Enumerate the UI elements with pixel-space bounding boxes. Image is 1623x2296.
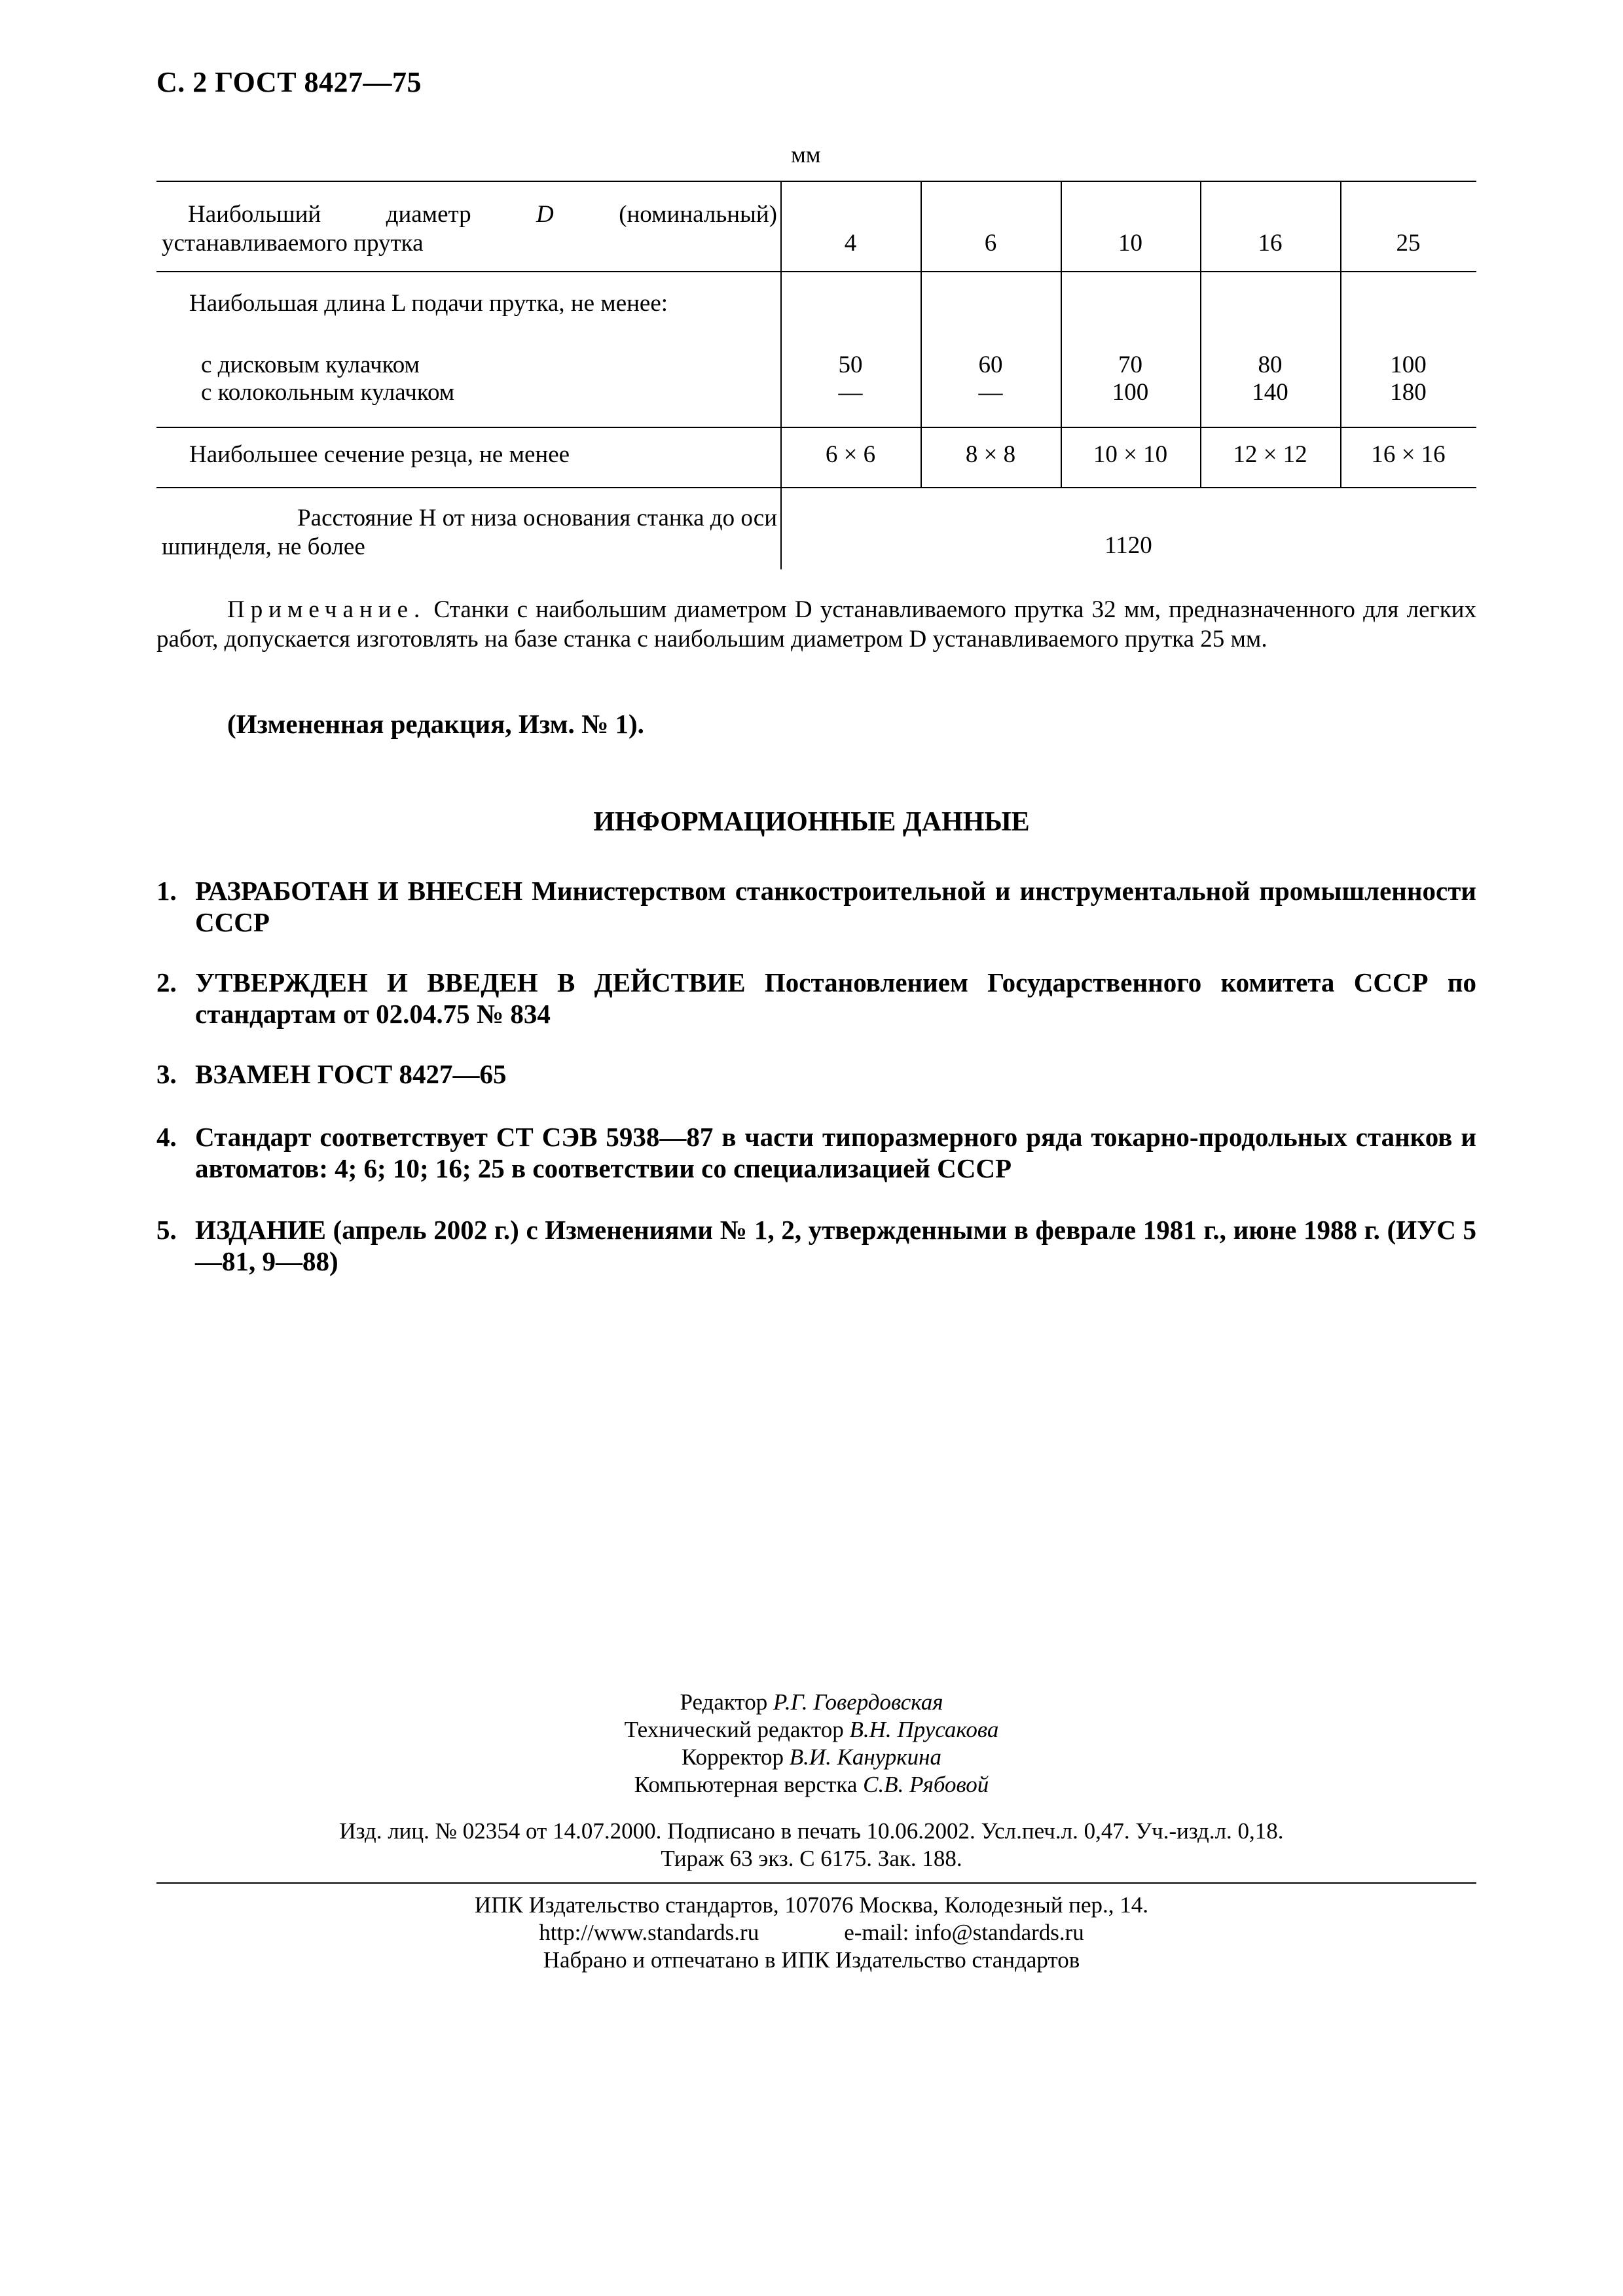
note-prefix: Примечание. — [227, 596, 426, 623]
diameter-label-word: диаметр — [386, 201, 471, 228]
imprint-block — [0, 1818, 1623, 1873]
table-rule — [156, 427, 1476, 428]
info-item-text: Стандарт соответствует СТ СЭВ 5938—87 в части типоразмерного ряда токарно-продольных станков и автоматов: 4; 6; 10; 16; 25 в соответствии со специализацией СССР — [195, 1122, 1476, 1183]
publisher-contacts — [0, 1919, 1623, 1946]
disc-value: 50 — [838, 351, 863, 378]
section-label: Наибольшее сечение резца, не менее — [189, 441, 570, 468]
bell-value: 100 — [1112, 379, 1149, 406]
info-item-number: 1. — [156, 876, 177, 906]
info-item-text: ИЗДАНИЕ (апрель 2002 г.) с Изменениями № 1, 2, утвержденными в феврале 1981 г., июне 1988 г. (ИУС 5—81, 9—88) — [195, 1215, 1476, 1276]
diameter-label-line2: устанавливаемого прутка — [162, 230, 424, 257]
amendment-note: (Измененная редакция, Изм. № 1). — [227, 709, 644, 739]
bell-value: — — [978, 379, 1003, 406]
section-value: 12 × 12 — [1233, 441, 1307, 468]
distance-label — [162, 504, 777, 562]
info-item-text: ВЗАМЕН ГОСТ 8427—65 — [195, 1059, 507, 1089]
info-item-number: 3. — [156, 1059, 177, 1089]
credit-line — [0, 1689, 1623, 1716]
diameter-label — [162, 200, 777, 259]
credit-name: В.Н. Прусакова — [849, 1717, 999, 1742]
disc-value: 70 — [1118, 351, 1142, 378]
credit-name: В.И. Кануркина — [789, 1744, 942, 1770]
info-item-number: 4. — [156, 1122, 177, 1152]
table-rule — [156, 181, 1476, 182]
bell-value: — — [838, 379, 863, 406]
distance-value: 1120 — [1104, 532, 1152, 559]
info-item — [156, 1059, 1476, 1090]
footer-rule — [156, 1882, 1476, 1884]
credit-line — [0, 1716, 1623, 1744]
table-rule — [156, 487, 1476, 488]
diameter-value: 25 — [1396, 230, 1421, 257]
diameter-value: 10 — [1118, 230, 1142, 257]
imprint-line: Тираж 63 экз. С 6175. Зак. 188. — [661, 1846, 962, 1871]
distance-label-line1: Расстояние H от низа основания станка до оси — [297, 505, 777, 531]
diameter-label-word: Наибольший — [188, 201, 321, 228]
info-item — [156, 876, 1476, 939]
credit-line — [0, 1771, 1623, 1799]
feed-label — [189, 289, 778, 318]
info-item-text: РАЗРАБОТАН И ВНЕСЕН Министерством станкостроительной и инструментальной промышленности СССР — [195, 876, 1476, 937]
feed-label-text: Наибольшая длина L подачи прутка, не менее: — [189, 290, 668, 317]
info-item-text: УТВЕРЖДЕН И ВВЕДЕН В ДЕЙСТВИЕ Постановлением Государственного комитета СССР по стандартам от 02.04.75 № 834 — [195, 967, 1476, 1029]
info-item — [156, 1215, 1476, 1278]
info-item-number: 5. — [156, 1215, 177, 1245]
credits-block — [0, 1689, 1623, 1799]
diameter-symbol: D — [536, 201, 554, 228]
publisher-address: ИПК Издательство стандартов, 107076 Москва, Колодезный пер., 14. — [474, 1892, 1149, 1918]
section-value: 6 × 6 — [825, 441, 876, 468]
specs-table — [156, 181, 1476, 569]
page-header: С. 2 ГОСТ 8427—75 — [156, 66, 422, 98]
credit-name: С.В. Рябовой — [863, 1772, 989, 1797]
publisher-print-note: Набрано и отпечатано в ИПК Издательство стандартов — [543, 1947, 1080, 1973]
note-text: Станки с наибольшим диаметром D устанавливаемого прутка 32 мм, предназначенного для легких работ, допускается изготовлять на базе станка с наибольшим диаметром D устанавливаемого прутка 25 мм. — [156, 596, 1476, 653]
diameter-value: 6 — [984, 230, 997, 257]
diameter-value: 4 — [844, 230, 857, 257]
credit-role: Компьютерная верстка — [634, 1772, 858, 1797]
info-item — [156, 1122, 1476, 1185]
disc-value: 60 — [978, 351, 1003, 378]
bell-value: 140 — [1252, 379, 1288, 406]
info-item-number: 2. — [156, 967, 177, 997]
imprint-line: Изд. лиц. № 02354 от 14.07.2000. Подписано в печать 10.06.2002. Усл.печ.л. 0,47. Уч.-изд.л. 0,18. — [339, 1818, 1284, 1844]
table-rule — [156, 271, 1476, 272]
section-value: 8 × 8 — [965, 441, 1016, 468]
credit-role: Технический редактор — [624, 1717, 844, 1742]
credit-role: Корректор — [681, 1744, 784, 1770]
credit-role: Редактор — [680, 1689, 768, 1715]
section-value: 10 × 10 — [1093, 441, 1168, 468]
publisher-url[interactable]: http://www.standards.ru — [539, 1920, 759, 1945]
units-label: мм — [791, 141, 821, 168]
info-item — [156, 967, 1476, 1030]
disc-value: 80 — [1258, 351, 1283, 378]
diameter-label-word: (номинальный) — [619, 201, 777, 228]
bell-label: с колокольным кулачком — [201, 379, 455, 406]
credit-line — [0, 1744, 1623, 1771]
credit-name: Р.Г. Говердовская — [773, 1689, 943, 1715]
disc-label: с дисковым кулачком — [201, 351, 420, 378]
disc-value: 100 — [1390, 351, 1427, 378]
section-value: 16 × 16 — [1371, 441, 1446, 468]
info-section-title: ИНФОРМАЦИОННЫЕ ДАННЫЕ — [593, 807, 1030, 837]
diameter-value: 16 — [1258, 230, 1283, 257]
bell-value: 180 — [1390, 379, 1427, 406]
publisher-email[interactable]: e-mail: info@standards.ru — [844, 1920, 1084, 1945]
distance-label-line2: шпинделя, не более — [162, 533, 365, 561]
publisher-block — [0, 1892, 1623, 1974]
table-note — [156, 596, 1476, 655]
